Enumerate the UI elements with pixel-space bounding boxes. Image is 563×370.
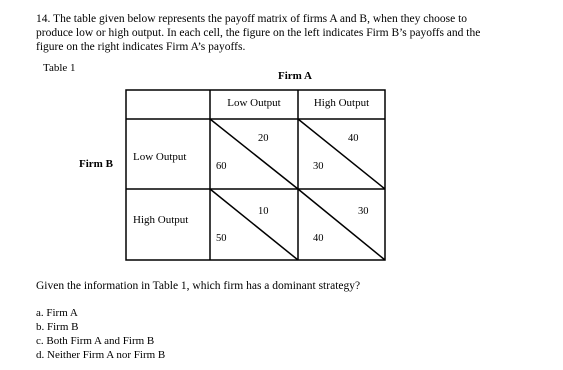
payoff-firm-b: 60 (216, 161, 227, 172)
col-header-low-output: Low Output (227, 97, 281, 109)
payoff-firm-b: 40 (313, 233, 324, 244)
cell-diagonal (298, 189, 385, 260)
matrix-border (126, 90, 385, 260)
question-line-1: 14. The table given below represents the payoff matrix of firms A and B, when they choose to (36, 13, 468, 25)
question-prompt: Given the information in Table 1, which firm has a dominant strategy? (36, 280, 361, 292)
table-label: Table 1 (43, 62, 76, 74)
firm-b-label: Firm B (79, 158, 113, 170)
question-line-2: produce low or high output. In each cell, the figure on the left indicates Firm B’s payoffs and the (36, 27, 481, 39)
payoff-firm-a: 40 (348, 133, 359, 144)
col-header-high-output: High Output (313, 97, 370, 109)
option-d: d. Neither Firm A nor Firm B (36, 349, 166, 361)
option-a: a. Firm A (36, 307, 78, 319)
payoff-firm-b: 50 (216, 233, 227, 244)
payoff-firm-a: 30 (358, 206, 369, 217)
payoff-firm-a: 20 (258, 133, 269, 144)
payoff-firm-a: 10 (258, 206, 269, 217)
cell-diagonal (298, 119, 385, 189)
cell-diagonal (210, 119, 298, 189)
firm-a-label: Firm A (278, 70, 312, 82)
option-b: b. Firm B (36, 321, 79, 333)
question-line-3: figure on the right indicates Firm A’s payoffs. (36, 41, 246, 53)
cell-diagonal (210, 189, 298, 260)
row-header-low-output: Low Output (133, 151, 187, 163)
option-c: c. Both Firm A and Firm B (36, 335, 155, 347)
payoff-firm-b: 30 (313, 161, 324, 172)
row-header-high-output: High Output (133, 214, 189, 226)
